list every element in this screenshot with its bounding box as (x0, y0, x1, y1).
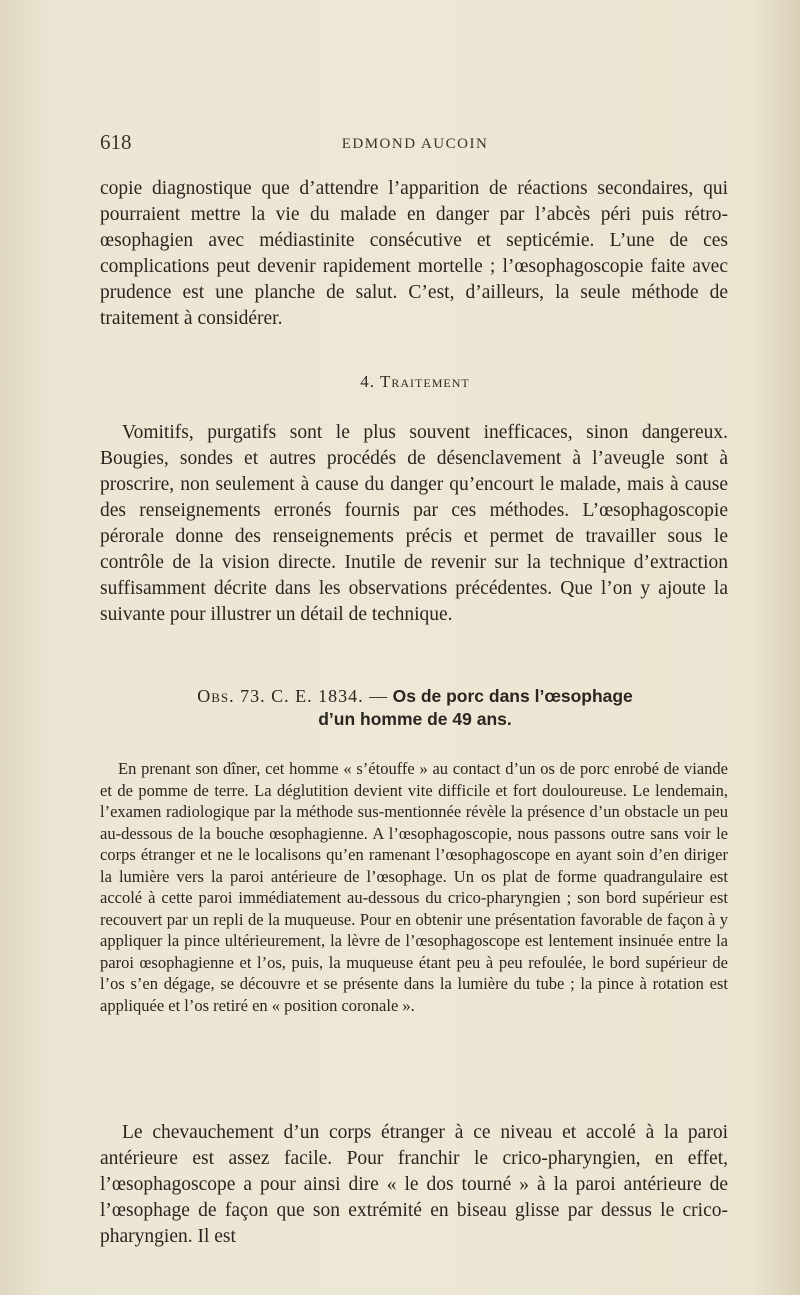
paragraph-3-text: Le chevauchement d’un corps étranger à ce niveau et accolé à la paroi antérieure est assez facile. Pour franchir le crico-pharyngien, en effet, l’œsophagoscope a pour ainsi dire « le dos tourné » à la paroi antérieure de l’œsophage de façon que son extrémité en biseau glisse par dessus le crico-pharyngien. Il est (100, 1122, 728, 1247)
paragraph-2 (100, 420, 728, 628)
paragraph-1 (100, 176, 728, 332)
observation-title-line-2: d’un homme de 49 ans. (318, 709, 512, 729)
paragraph-3 (100, 1120, 728, 1250)
case-report (100, 758, 728, 1016)
case-report-text: En prenant son dîner, cet homme « s’étouffe » au contact d’un os de porc enrobé de viande et de pomme de terre. La déglutition devient vite difficile et fort douloureuse. Le lendemain, l’examen radiologique par la méthode sus-mentionnée révèle la présence d’un obstacle un peu au-dessous de la bouche œsophagienne. A l’œsophagoscopie, nous passons outre sans voir le corps étranger et ne le localisons qu’en ramenant l’œsophagoscope en ayant soin d’en diriger la lumière vers la paroi antérieure de l’œsophage. Un os plat de forme quadrangulaire est accolé à cette paroi immédiatement au-dessous du crico-pharyngien ; son bord supérieur est recouvert par un repli de la muqueuse. Pour en obtenir une présentation favorable de façon à y appliquer la pince ultérieurement, la lèvre de l’œsophagoscope est lentement insinuée entre la paroi œsophagienne et l’os, puis, la muqueuse étant peu à peu refoulée, le bord supérieur de l’os s’en dégage, se découvre et se présente dans la lumière du tube ; la pince à rotation est appliquée et l’os retiré en « position coronale ». (100, 759, 728, 1015)
observation-title-line-1: Os de porc dans l’œsophage (392, 686, 633, 706)
section-heading: 4. Traitement (360, 372, 470, 391)
running-head: EDMOND AUCOIN (341, 136, 489, 152)
paragraph-2-text: Vomitifs, purgatifs sont le plus souvent inefficaces, sinon dangereux. Bougies, sondes et autres procédés de désenclavement à l’aveugle sont à proscrire, non seulement à cause du danger qu’encourt le malade, mais à cause des renseignements erronés fournis par ces méthodes. L’œsophagoscopie pérorale donne des renseignements précis et permet de travailler sous le contrôle de la vision directe. Inutile de revenir sur la technique d’extraction suffisamment décrite dans les observations précédentes. Que l’on y ajoute la suivante pour illustrer un détail de technique. (100, 422, 728, 625)
page-header (100, 130, 730, 160)
observation-label: Obs. 73. C. E. 1834. — (197, 686, 389, 706)
page-number: 618 (100, 130, 132, 154)
observation-title (100, 685, 730, 731)
paragraph-1-text: copie diagnostique que d’attendre l’apparition de réactions secondaires, qui pourraient mettre la vie du malade en danger par l’abcès péri puis rétro-œsophagien avec médiastinite consécutive et septicémie. L’une de ces complications peut devenir rapidement mortelle ; l’œsophagoscopie faite avec prudence est une planche de salut. C’est, d’ailleurs, la seule méthode de traitement à considérer. (100, 178, 728, 329)
